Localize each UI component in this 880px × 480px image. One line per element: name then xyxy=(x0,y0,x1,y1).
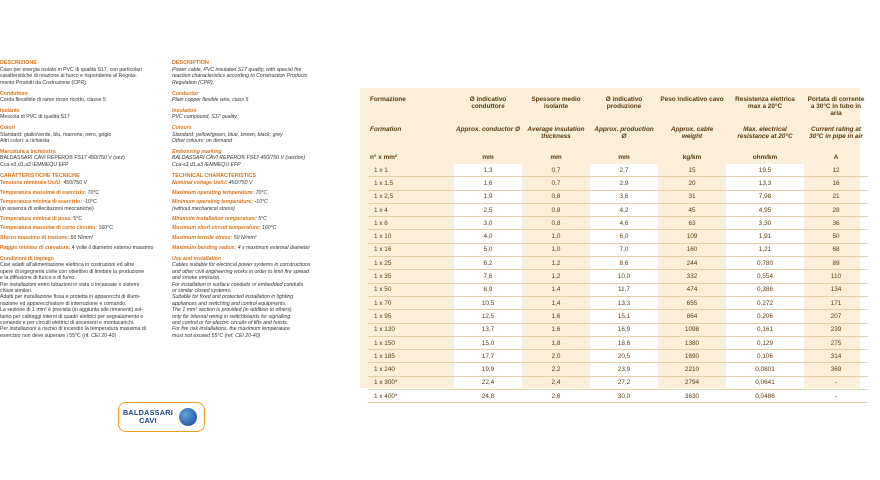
table-cell: 864 xyxy=(658,310,726,323)
section-line: Corda flessibile di rame rosso ricotto, classe 5 xyxy=(0,97,106,104)
usage-title: Use and installation xyxy=(172,255,222,262)
usage-line: For installation in surface conduits or embedded conduits xyxy=(172,281,304,288)
table-cell: 0,0486 xyxy=(726,390,804,403)
usage-line: La sezione di 1 mm² è prevista (in aggiunta alle rimanenti) sol- xyxy=(0,307,144,314)
technical-value: 160°C xyxy=(98,225,113,232)
header-italian: Resistenza elettrica max a 20°C xyxy=(735,96,795,110)
table-row xyxy=(368,283,868,296)
header-english: Approx. production Ø xyxy=(594,126,654,140)
usage-line: nazione ed apparecchiature di interruzione e comando. xyxy=(0,300,127,307)
usage-line: Per installazioni a rischio di incendio la temperatura massima di xyxy=(0,326,146,333)
table-cell: 0,780 xyxy=(726,257,804,270)
table-cell: 1,0 xyxy=(522,230,590,243)
usage-line: e la diffusione di fuoco e di fumo. xyxy=(0,275,76,282)
table-cell: 36 xyxy=(804,217,868,230)
table-cell: 1,8 xyxy=(522,336,590,349)
technical-item xyxy=(0,180,160,186)
column-header xyxy=(804,96,868,164)
technical-item xyxy=(0,190,160,196)
table-cell: 10,0 xyxy=(590,270,658,283)
table-cell: 244 xyxy=(658,257,726,270)
table-cell: 1690 xyxy=(658,350,726,363)
usage-line: or similar closed systems. xyxy=(172,287,232,294)
table-cell: 7,98 xyxy=(726,190,804,203)
section xyxy=(172,125,340,144)
table-cell: 6,0 xyxy=(590,230,658,243)
table-cell: 0,8 xyxy=(522,190,590,203)
table-cell: 1 x 300* xyxy=(368,376,454,389)
technical-label: Tensione nominale Uo/U: xyxy=(0,179,62,186)
usage-line: only for internal wiring in switchboards for signalling xyxy=(172,313,291,320)
table-cell: 2794 xyxy=(658,376,726,389)
technical-item xyxy=(0,235,160,241)
technical-value: 160°C xyxy=(261,225,277,232)
table-cell: 4,0 xyxy=(454,230,522,243)
usage-section xyxy=(172,256,340,339)
section-title: Conduttore xyxy=(0,90,28,97)
section-line: BALDASSARI CAVI REPERO® FS17 450/750 V (section) xyxy=(172,155,306,162)
table-cell: 30,0 xyxy=(590,390,658,403)
technical-item xyxy=(0,245,160,251)
section-title: Insulation xyxy=(172,108,197,115)
table-cell: 1,91 xyxy=(726,230,804,243)
table-cell: 13,3 xyxy=(726,177,804,190)
section-line: BALDASSARI CAVI REPERO® FS17 450/750 V (sez) xyxy=(0,155,125,162)
table-cell: 20 xyxy=(658,177,726,190)
table-cell: 1 x 70 xyxy=(368,296,454,309)
section-line: mento Prodotti da Costruzione (CPR). xyxy=(0,79,88,86)
table-cell: 0,7 xyxy=(522,164,590,177)
table-cell: 1 x 4 xyxy=(368,203,454,216)
table-cell: - xyxy=(804,390,868,403)
technical-extra: (without mechanical stress) xyxy=(172,205,235,212)
table-cell: 332 xyxy=(658,270,726,283)
technical-value: 50 N/mm² xyxy=(233,235,257,242)
table-cell: 1 x 16 xyxy=(368,243,454,256)
header-english: Formation xyxy=(370,126,402,133)
table-cell: - xyxy=(804,376,868,389)
cable-specs-table xyxy=(368,96,868,403)
technical-label: Raggio minimo di curvatura: xyxy=(0,244,71,251)
section-line: Standard: yellow/green, blue, brown, black, grey xyxy=(172,131,283,138)
section-title: Colours xyxy=(172,125,192,132)
table-row xyxy=(368,177,868,190)
section xyxy=(0,108,160,121)
section xyxy=(0,125,160,144)
table-cell: 2210 xyxy=(658,363,726,376)
table-cell: 1,6 xyxy=(522,323,590,336)
table-cell: 0,386 xyxy=(726,283,804,296)
column-header xyxy=(658,96,726,164)
table-cell: 1 x 150 xyxy=(368,336,454,349)
section xyxy=(0,149,160,168)
logo-text xyxy=(119,409,177,425)
section-line: reaction characteristics according to Construction Products xyxy=(172,73,308,80)
technical-section xyxy=(0,173,160,252)
table-cell: 45 xyxy=(658,203,726,216)
usage-line: and control or for electric circuits of lifts and hoists. xyxy=(172,319,289,326)
section-title: DESCRIZIONE xyxy=(0,60,37,66)
technical-label: Sforzo massimo di trazione: xyxy=(0,235,70,242)
technical-value: 450/750 V xyxy=(228,179,253,186)
technical-section xyxy=(172,173,340,252)
technical-label: Temperatura massima di esercizio: xyxy=(0,189,87,196)
table-cell: 68 xyxy=(804,243,868,256)
section-title: Embossing marking xyxy=(172,149,222,156)
table-cell: 19,9 xyxy=(454,363,522,376)
table-cell: 2,2 xyxy=(522,363,590,376)
table-cell: 1 x 95 xyxy=(368,310,454,323)
table-cell: 275 xyxy=(804,336,868,349)
table-cell: 0,554 xyxy=(726,270,804,283)
technical-value: 450/750 V xyxy=(63,179,87,186)
technical-item xyxy=(172,225,340,231)
usage-line: Suitable for fixed and protected installation in lighting xyxy=(172,294,294,301)
table-cell: 1380 xyxy=(658,336,726,349)
table-header xyxy=(368,96,868,164)
usage-line: comando e per circuiti elettrici di ascensori e montacarichi. xyxy=(0,319,135,326)
usage-line: Per installazioni entro tubazioni in vista o incassate o sistemi xyxy=(0,281,139,288)
technical-value: 4 volte il diametro esterno massimo xyxy=(71,244,154,251)
technical-extra: (in assenza di sollecitazioni meccaniche) xyxy=(0,205,94,212)
technical-label: Temperatura massima di corto circuito: xyxy=(0,225,98,232)
table-cell: 171 xyxy=(804,296,868,309)
section-title: Colori xyxy=(0,125,15,132)
usage-line: esercizio non deve superare i 55°C (rif. CEI 20-40) xyxy=(0,332,117,339)
technical-item xyxy=(172,216,340,222)
logo-line1: BALDASSARI xyxy=(122,408,174,417)
usage-line: For fire risk installations, the maximum temperature xyxy=(172,326,290,333)
table-cell: 0,0801 xyxy=(726,363,804,376)
section-line: Other colours: on demand xyxy=(172,138,232,145)
technical-value: 5°C xyxy=(258,215,267,222)
header-unit: ohm/km xyxy=(752,154,778,161)
header-english: Current rating at 30°C in pipe in air xyxy=(809,126,863,140)
table-cell: 655 xyxy=(658,296,726,309)
column-header xyxy=(726,96,804,164)
table-cell: 1,9 xyxy=(454,190,522,203)
table-cell: 15,0 xyxy=(454,336,522,349)
table-cell: 2,7 xyxy=(590,164,658,177)
table-cell: 3630 xyxy=(658,390,726,403)
table-row xyxy=(368,270,868,283)
baldassari-cavi-logo xyxy=(118,402,205,432)
logo-line2: CAVI xyxy=(139,416,157,425)
table-cell: 1,4 xyxy=(522,283,590,296)
table-cell: 15 xyxy=(658,164,726,177)
table-cell: 1,6 xyxy=(522,310,590,323)
table-cell: 207 xyxy=(804,310,868,323)
section-line: Power cable, PVC insulated S17 quality, with special fire xyxy=(172,67,302,73)
technical-label: Maximum short circuit temperature: xyxy=(172,225,261,232)
table-cell: 16 xyxy=(804,177,868,190)
usage-line: must not exceed 55°C (ref. CEI 20-40) xyxy=(172,332,261,339)
table-cell: 1,3 xyxy=(454,164,522,177)
technical-item xyxy=(172,190,340,196)
section-line: Cavo per energia isolato in PVC di qualità S17, con particolari xyxy=(0,67,142,73)
section-line: Regulation (CPR). xyxy=(172,79,215,86)
table-cell: 1 x 120 xyxy=(368,323,454,336)
technical-label: Maximum tensile stress: xyxy=(172,235,233,242)
technical-label: Nominal voltage Uo/U: xyxy=(172,179,228,186)
table-row xyxy=(368,190,868,203)
table-cell: 314 xyxy=(804,350,868,363)
table-cell: 1,21 xyxy=(726,243,804,256)
usage-line: chiusi similari. xyxy=(0,287,33,294)
usage-line: and other civil engineering works in order to limit fire spread xyxy=(172,268,309,275)
technical-label: Minimum installation temperature: xyxy=(172,215,257,222)
table-cell: 7,6 xyxy=(454,270,522,283)
table-cell: 1 x 6 xyxy=(368,217,454,230)
column-header xyxy=(454,96,522,164)
section-line: Cca-s3,d1,a3 IEMMEQU EFP xyxy=(172,161,241,168)
table-cell: 2,4 xyxy=(522,376,590,389)
header-unit: n° x mm² xyxy=(370,154,398,161)
section xyxy=(172,108,340,121)
table-cell: 1 x 240 xyxy=(368,363,454,376)
technical-value: 70°C xyxy=(87,189,100,196)
technical-label: Temperatura minima di esercizio: xyxy=(0,199,83,206)
table-row xyxy=(368,203,868,216)
table-cell: 1 x 1,5 xyxy=(368,177,454,190)
table-cell: 28 xyxy=(804,203,868,216)
technical-item xyxy=(0,225,160,231)
table-row xyxy=(368,217,868,230)
table-cell: 0,8 xyxy=(522,203,590,216)
table-cell: 0,206 xyxy=(726,310,804,323)
table-cell: 1 x 185 xyxy=(368,350,454,363)
header-english: Approx. cable weight xyxy=(670,126,714,140)
table-cell: 1,6 xyxy=(454,177,522,190)
table-cell: 0,7 xyxy=(522,177,590,190)
table-cell: 22,4 xyxy=(454,376,522,389)
table-cell: 2,0 xyxy=(522,350,590,363)
header-italian: Portata di corrente a 30°C in tubo in aria xyxy=(807,96,865,117)
usage-line: tanto per cablaggi interni di quadri elettrici per segnalamento e xyxy=(0,313,144,320)
section-line: caratteristiche di reazione al fuoco e rispondente al Regola- xyxy=(0,73,137,80)
header-unit: A xyxy=(833,154,839,161)
header-unit: mm xyxy=(550,154,562,161)
header-italian: Ø indicativo produzione xyxy=(605,96,643,110)
header-italian: Formazione xyxy=(370,96,406,103)
technical-value: 70°C xyxy=(255,189,268,196)
section xyxy=(172,60,340,86)
table-cell: 1 x 35 xyxy=(368,270,454,283)
table-cell: 50 xyxy=(804,230,868,243)
table-cell: 27,2 xyxy=(590,376,658,389)
table-cell: 1 x 1 xyxy=(368,164,454,177)
technical-title: TECHNICAL CHARACTERISTICS xyxy=(172,172,257,179)
section xyxy=(172,91,340,104)
table-cell: 18,6 xyxy=(590,336,658,349)
header-italian: Spessore medio isolante xyxy=(531,96,581,110)
table-cell: 0,161 xyxy=(726,323,804,336)
table-row xyxy=(368,323,868,336)
table-cell: 1,2 xyxy=(522,270,590,283)
table-cell: 6,2 xyxy=(454,257,522,270)
section-line: Altri colori: a richiesta xyxy=(0,138,50,145)
table-cell: 3,0 xyxy=(454,217,522,230)
table-cell: 13,7 xyxy=(454,323,522,336)
table-cell: 1098 xyxy=(658,323,726,336)
technical-label: Temperatura minima di posa: xyxy=(0,215,72,222)
technical-label: Minimum operating temperature: xyxy=(172,199,253,206)
technical-value: 50 N/mm² xyxy=(70,235,94,242)
section-line: Plain copper flexible wire, class 5 xyxy=(172,97,249,104)
table-row xyxy=(368,164,868,177)
header-english: Max. electrical resistance at 20°C xyxy=(737,126,793,140)
table-cell: 2,6 xyxy=(522,390,590,403)
table-row xyxy=(368,336,868,349)
header-italian: Peso indicativo cavo xyxy=(660,96,724,103)
table-cell: 1,0 xyxy=(522,243,590,256)
table-cell: 2,5 xyxy=(454,203,522,216)
usage-line: appliances and switching and control equipments. xyxy=(172,300,287,307)
table-cell: 8,6 xyxy=(590,257,658,270)
table-cell: 3,6 xyxy=(590,190,658,203)
table-cell: 23,9 xyxy=(590,363,658,376)
table-cell: 474 xyxy=(658,283,726,296)
technical-title: CARATTERISTICHE TECNICHE xyxy=(0,172,80,179)
table-cell: 12 xyxy=(804,164,868,177)
technical-item xyxy=(172,180,340,186)
table-cell: 31 xyxy=(658,190,726,203)
table-row xyxy=(368,243,868,256)
technical-value: -10°C xyxy=(83,199,97,206)
technical-item xyxy=(0,216,160,222)
header-english: Average insulation thickness xyxy=(527,126,585,140)
table-cell: 109 xyxy=(658,230,726,243)
table-cell: 1 x 50 xyxy=(368,283,454,296)
technical-value: -10°C xyxy=(254,199,268,206)
table-cell: 1 x 25 xyxy=(368,257,454,270)
technical-label: Maximum bending radius: xyxy=(172,244,237,251)
table-row xyxy=(368,363,868,376)
table-cell: 4,95 xyxy=(726,203,804,216)
table-cell: 1 x 400* xyxy=(368,390,454,403)
section-line: PVC compound, S17 quality xyxy=(172,114,237,121)
table-cell: 110 xyxy=(804,270,868,283)
usage-title: Condizioni di impiego xyxy=(0,255,54,262)
table-cell: 17,7 xyxy=(454,350,522,363)
technical-label: Maximum operating temperature: xyxy=(172,189,255,196)
section xyxy=(0,60,160,86)
table-cell: 13,3 xyxy=(590,296,658,309)
header-unit: mm xyxy=(618,154,630,161)
table-cell: 2,9 xyxy=(590,177,658,190)
table-cell: 0,272 xyxy=(726,296,804,309)
table-cell: 4,6 xyxy=(590,217,658,230)
section xyxy=(172,149,340,168)
header-unit: mm xyxy=(482,154,494,161)
table-cell: 0,129 xyxy=(726,336,804,349)
table-cell: 4,2 xyxy=(590,203,658,216)
section-line: Mescola di PVC di qualità S17 xyxy=(0,114,70,121)
section-title: Marcatura a inchiostro xyxy=(0,149,56,156)
table-cell: 10,5 xyxy=(454,296,522,309)
english-column xyxy=(172,60,340,344)
usage-line: opere di ingegneria civile con obiettivo di limitare la produzione xyxy=(0,268,145,275)
usage-line: and smoke emission. xyxy=(172,275,221,282)
table-cell: 19,5 xyxy=(726,164,804,177)
table-cell: 7,0 xyxy=(590,243,658,256)
usage-section xyxy=(0,256,160,339)
section-line: Standard: giallo/verde, blu, marrone, nero, grigio xyxy=(0,131,112,138)
table-cell: 1,2 xyxy=(522,257,590,270)
table-row xyxy=(368,296,868,309)
table-cell: 16,9 xyxy=(590,323,658,336)
usage-line: Cavi adatti all'alimentazione elettrica in costruzioni ed altre xyxy=(0,262,135,269)
header-row xyxy=(368,96,868,164)
column-header xyxy=(522,96,590,164)
table-cell: 89 xyxy=(804,257,868,270)
table-cell: 1,4 xyxy=(522,296,590,309)
technical-item xyxy=(0,199,160,212)
italian-column xyxy=(0,60,160,344)
table-cell: 63 xyxy=(658,217,726,230)
table-cell: 1 x 2,5 xyxy=(368,190,454,203)
table-cell: 0,0641 xyxy=(726,376,804,389)
table-row xyxy=(368,230,868,243)
section-title: Conductor xyxy=(172,90,199,97)
table-cell: 1 x 10 xyxy=(368,230,454,243)
table-row xyxy=(368,390,868,403)
header-english: Approx. conductor Ø xyxy=(456,126,520,133)
table-cell: 0,106 xyxy=(726,350,804,363)
table-cell: 134 xyxy=(804,283,868,296)
table-cell: 15,1 xyxy=(590,310,658,323)
table-row xyxy=(368,376,868,389)
section-title: Isolante xyxy=(0,108,20,115)
usage-line: Cables suitable for electrical power systems in constructions xyxy=(172,262,311,269)
table-row xyxy=(368,310,868,323)
technical-value: 5°C xyxy=(73,215,83,222)
table-cell: 20,5 xyxy=(590,350,658,363)
usage-line: Adatti per installazione fissa e protetta in apparecchi di illumi- xyxy=(0,294,141,301)
table-cell: 24,8 xyxy=(454,390,522,403)
technical-item xyxy=(172,199,340,212)
header-italian: Ø indicativo conduttore xyxy=(469,96,507,110)
section-title: DESCRIPTION xyxy=(172,60,209,66)
technical-item xyxy=(172,245,340,251)
table-cell: 8,9 xyxy=(454,283,522,296)
table-cell: 11,7 xyxy=(590,283,658,296)
table-cell: 239 xyxy=(804,323,868,336)
column-header xyxy=(590,96,658,164)
table-cell: 369 xyxy=(804,363,868,376)
globe-icon xyxy=(179,408,197,426)
column-header xyxy=(368,96,454,164)
table-body xyxy=(368,164,868,403)
technical-item xyxy=(172,235,340,241)
table-cell: 5,0 xyxy=(454,243,522,256)
table-row xyxy=(368,350,868,363)
section-line: Cca-s3,d1,a3 IEMMEQU EFP xyxy=(0,161,69,168)
header-unit: kg/km xyxy=(682,154,702,161)
table-cell: 3,30 xyxy=(726,217,804,230)
table-cell: 0,8 xyxy=(522,217,590,230)
table-cell: 160 xyxy=(658,243,726,256)
section xyxy=(0,91,160,104)
usage-line: The 1 mm² section is provided (in addition to others) xyxy=(172,307,292,314)
table-cell: 12,5 xyxy=(454,310,522,323)
table-row xyxy=(368,257,868,270)
technical-value: 4 x maximum external diameter xyxy=(237,244,311,251)
table-cell: 21 xyxy=(804,190,868,203)
